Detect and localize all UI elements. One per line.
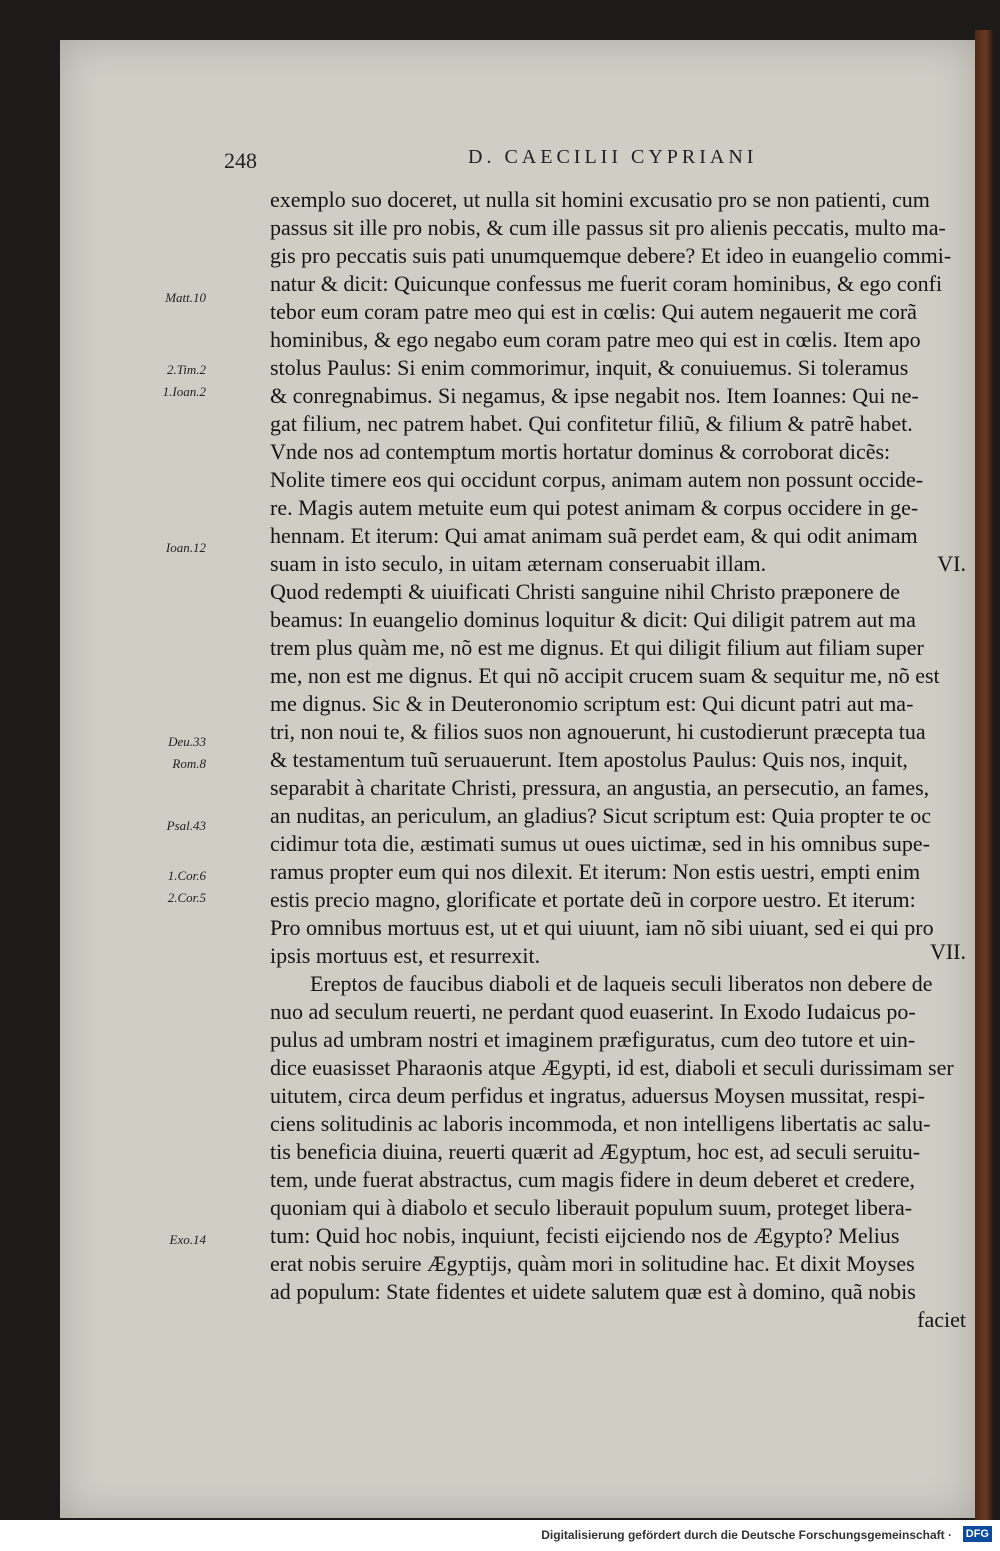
text-line: & conregnabimus. Si negamus, & ipse negabit nos. Item Ioannes: Qui ne- (270, 383, 919, 408)
text-line: me dignus. Sic & in Deuteronomio scriptum est: Qui dicunt patri aut ma- (270, 691, 914, 716)
text-line: tri, non noui te, & filios suos non agnouerunt, hi custodierunt præcepta tua (270, 719, 926, 744)
text-line: exemplo suo doceret, ut nulla sit homini excusatio pro se non patienti, cum (270, 187, 930, 212)
margin-ref: 1.Cor.6 (167, 868, 206, 883)
text-line: Vnde nos ad contemptum mortis hortatur dominus & corroborat dicẽs: (270, 439, 891, 464)
text-line: ad populum: State fidentes et uidete salutem quæ est à domino, quã nobis (270, 1279, 916, 1304)
text-line: passus sit ille pro nobis, & cum ille passus sit pro alienis peccatis, multo ma- (270, 215, 946, 240)
text-line: tum: Quid hoc nobis, inquiunt, fecisti eijciendo nos de Ægypto? Melius (270, 1223, 900, 1248)
margin-ref: Ioan.12 (165, 540, 206, 555)
digitization-footer (0, 1520, 1000, 1551)
text-line: tis beneficia diuina, reuerti quærit ad Ægyptum, hoc est, ad seculi seruitu- (270, 1139, 921, 1164)
text-line: erat nobis seruire Ægyptijs, quàm mori in solitudine hac. Et dixit Moyses (270, 1251, 915, 1276)
margin-ref: Matt.10 (165, 290, 206, 305)
text-line: hennam. Et iterum: Qui amat animam suã perdet eam, & qui odit animam (270, 523, 918, 548)
text-line: re. Magis autem metuite eum qui potest animam & corpus occidere in ge- (270, 495, 919, 520)
header-title: D. CAECILII CYPRIANI (468, 146, 758, 168)
text-line: Ereptos de faucibus diaboli et de laqueis seculi liberatos non debere de (310, 971, 933, 996)
text-line: trem plus quàm me, nõ est me dignus. Et qui diligit filium aut filiam super (270, 635, 924, 660)
text-line: & testamentum tuũ seruauerunt. Item apostolus Paulus: Quis nos, inquit, (270, 747, 908, 772)
text-line: Quod redempti & uiuificati Christi sanguine nihil Christo præponere de (270, 579, 900, 604)
text-line: hominibus, & ego negabo eum coram patre meo qui est in cœlis. Item apo (270, 327, 921, 352)
text-line: dice euasisset Pharaonis atque Ægypti, id est, diaboli et seculi durissimam ser (270, 1055, 954, 1080)
text-line: ramus propter eum qui nos dilexit. Et iterum: Non estis uestri, empti enim (270, 859, 921, 884)
margin-ref: Rom.8 (172, 756, 206, 771)
text-line: gis pro peccatis suis pati unumquemque debere? Et ideo in euangelio commi- (270, 243, 952, 268)
page-number: 248 (224, 148, 257, 173)
book-spine (975, 30, 993, 1520)
text-line: stolus Paulus: Si enim commorimur, inquit, & conuiuemus. Si toleramus (270, 355, 909, 380)
text-line: uitutem, circa deum perfidus et ingratus, aduersus Moysen mussitat, respi- (270, 1083, 925, 1108)
text-line: ciens solitudinis ac laboris incommoda, et non intelligens libertatis ac salu- (270, 1111, 931, 1136)
text-line: tebor eum coram patre meo qui est in cœlis: Qui autem negauerit me corã (270, 299, 917, 324)
text-line: nuo ad seculum reuerti, ne perdant quod euaserint. In Exodo Iudaicus po- (270, 999, 916, 1024)
footer-credit: Digitalisierung gefördert durch die Deutsche Forschungsgemeinschaft · (541, 1528, 952, 1542)
dfg-logo-icon: DFG (963, 1526, 992, 1542)
text-line: ipsis mortuus est, et resurrexit. (270, 943, 541, 968)
margin-ref: 2.Cor.5 (167, 890, 206, 905)
text-line: estis precio magno, glorificate et portate deũ in corpore uestro. Et iterum: (270, 887, 916, 912)
chapter-mark: VI. (937, 551, 966, 576)
text-line: me, non est me dignus. Et qui nõ accipit crucem suam & sequitur me, nõ est (270, 663, 940, 688)
text-line: pulus ad umbram nostri et imaginem præfiguratus, cum deo tutore et uin- (270, 1027, 916, 1052)
text-line: suam in isto seculo, in uitam æternam conseruabit illam. (270, 551, 767, 576)
text-line: an nuditas, an periculum, an gladius? Sicut scriptum est: Quia propter te oc (270, 803, 932, 828)
text-line: beamus: In euangelio dominus loquitur & dicit: Qui diligit patrem aut ma (270, 607, 916, 632)
text-line: tem, unde fuerat abstractus, cum magis fidere in deum deberet et credere, (270, 1167, 916, 1192)
margin-ref: Deu.33 (168, 734, 206, 749)
margin-ref: 1.Ioan.2 (162, 384, 206, 399)
text-line: separabit à charitate Christi, pressura, an angustia, an persecutio, an fames, (270, 775, 930, 800)
text-line: cidimur tota die, æstimati sumus ut oues uictimæ, sed in his omnibus supe- (270, 831, 930, 856)
catchword: faciet (917, 1307, 966, 1332)
text-line: quoniam qui à diabolo et seculo liberauit populum suum, proteget libera- (270, 1195, 913, 1220)
chapter-mark: VII. (929, 939, 966, 964)
text-line: gat filium, nec patrem habet. Qui confitetur filiũ, & filium & patrẽ habet. (270, 411, 913, 436)
margin-ref: 2.Tim.2 (166, 362, 206, 377)
text-line: Pro omnibus mortuus est, ut et qui uiuunt, iam nõ sibi uiuant, sed ei qui pro (270, 915, 934, 940)
margin-ref: Exo.14 (169, 1232, 206, 1247)
text-line: Nolite timere eos qui occidunt corpus, animam autem non possunt occide- (270, 467, 924, 492)
margin-ref: Psal.43 (166, 818, 206, 833)
text-line: natur & dicit: Quicunque confessus me fuerit coram hominibus, & ego confi (270, 271, 943, 296)
